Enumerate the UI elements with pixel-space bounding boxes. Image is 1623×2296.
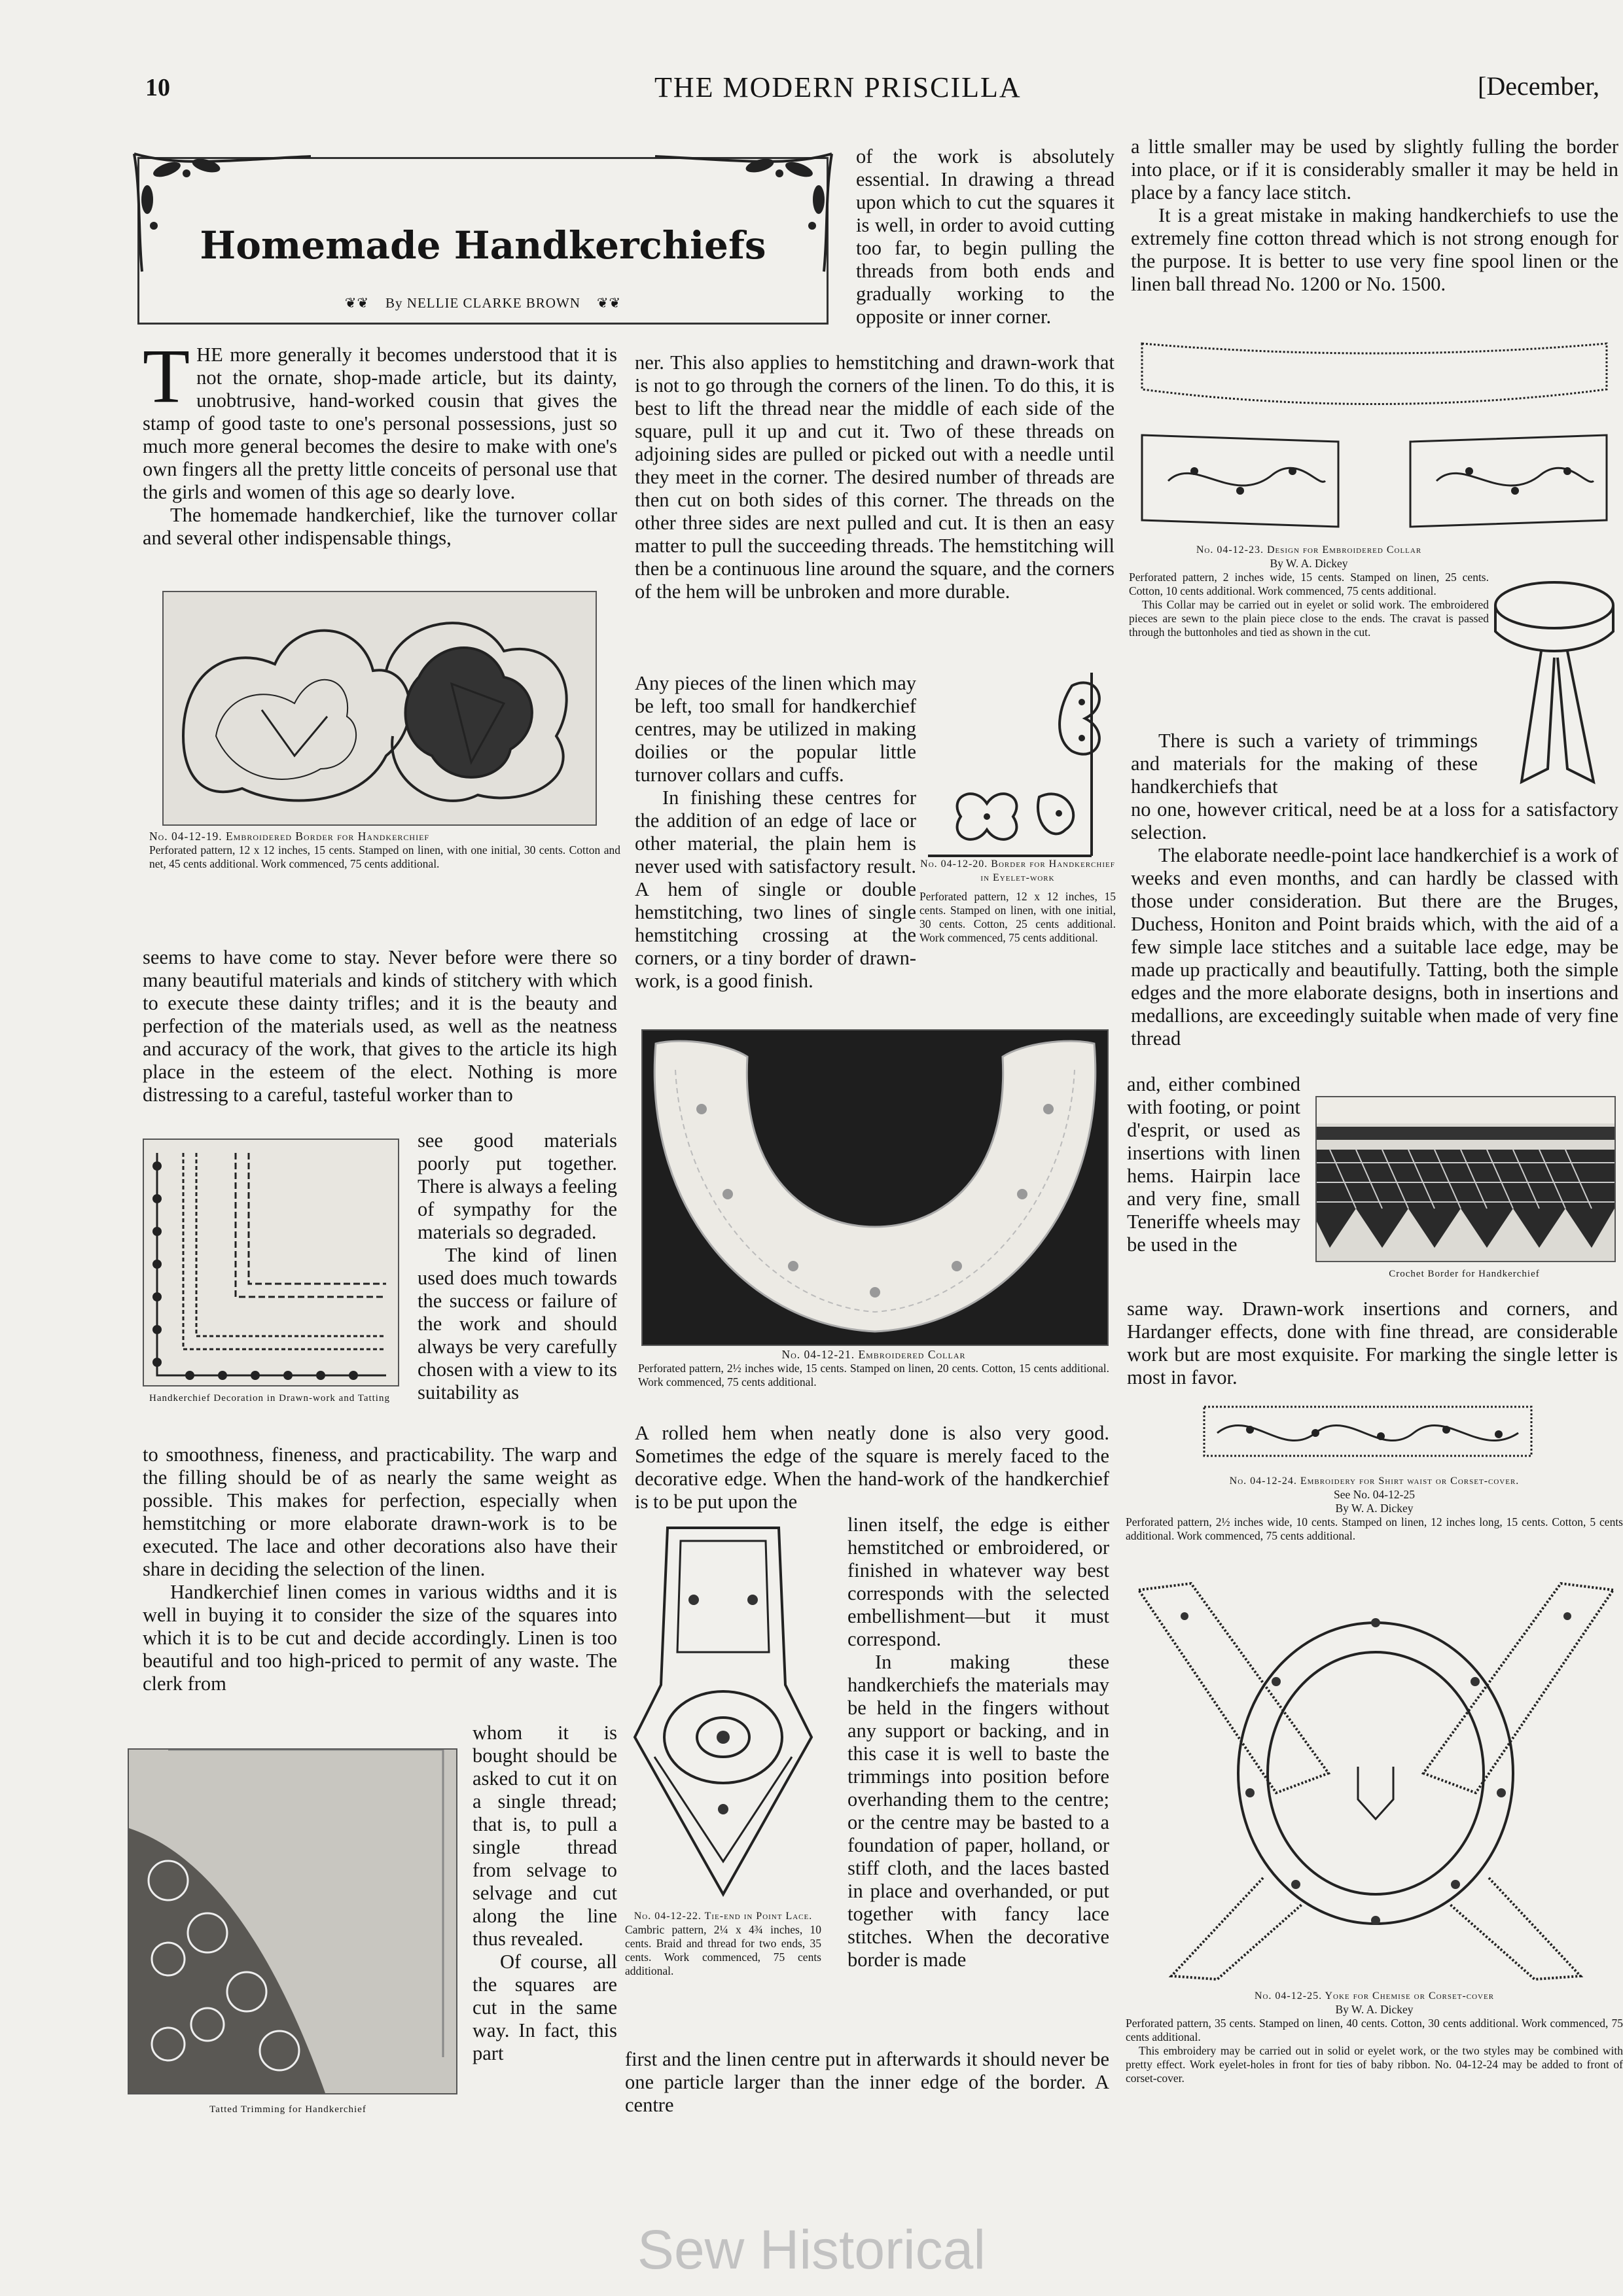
flourish-icon: ❦❦ — [344, 295, 370, 311]
drop-cap: T — [143, 333, 190, 419]
paragraph: In finishing these centres for the addition of an edge of lace or other material, the plain hem is never used with satisfactory result. A hem of single or double hemstitching, two lines of single hemstitching crossing at the corners, or a tiny border of drawn-work, is a good finish. — [635, 786, 916, 992]
fig1-image — [162, 591, 597, 826]
fig6-caption: No. 04-12-22. Tie-end in Point Lace. — [633, 1911, 813, 1922]
collar-cravat-image — [1482, 573, 1620, 788]
fig6-desc: Cambric pattern, 2¼ x 4¾ inches, 10 cents. Braid and thread for two ends, 35 cents. Work commenced, 75 cents additional. — [625, 1923, 821, 1977]
fig1-caption: No. 04-12-19. Embroidered Border for Handkerchief — [149, 830, 430, 843]
paragraph: to smoothness, fineness, and practicability. The warp and the filling should be of as nearly the same weight as possible. This makes for perfection, especially when hemstitching or more elaborate drawn-work is to be executed. The lace and other decorations also have their share in deciding the selection of the linen. — [143, 1443, 617, 1580]
paragraph: Handkerchief linen comes in various widths and it is well in buying it to consider the size of the squares into which it is to be cut and decide accordingly. Linen is too beautiful and too high-priced to permit of any waste. The clerk from — [143, 1581, 617, 1695]
paragraph: The homemade handkerchief, like the turnover collar and several other indispensable things, — [143, 504, 617, 549]
fig10-caption: No. 04-12-25. Yoke for Chemise or Corset-cover — [1254, 1990, 1495, 2002]
paragraph: Any pieces of the linen which may be left, too small for handkerchief centres, may be utilized in making doilies or the popular little turnover collars and cuffs. — [635, 672, 916, 786]
paragraph: first and the linen centre put in afterwards it should never be one particle larger than the inner edge of the border. A centre — [625, 2048, 1109, 2116]
fig10-note: This embroidery may be carried out in solid or eyelet work, or the two styles may be combined with pretty effect. Work eyelet-holes in front for ties of baby ribbon. No. 04-12-24 may be added to front of corset-cover. — [1126, 2044, 1623, 2085]
paragraph: see good materials poorly put together. There is always a feeling of sympathy for the materials so degraded. — [418, 1129, 617, 1243]
magazine-title: THE MODERN PRISCILLA — [654, 71, 1022, 103]
watermark: Sew Historical — [637, 2219, 986, 2280]
paragraph: The kind of linen used does much towards the success or failure of the work and should always be very carefully chosen with a view to its suitability as — [418, 1244, 617, 1404]
col3-top — [1131, 135, 1618, 296]
paragraph: and, either combined with footing, or point d'esprit, or used as insertions with linen hems. Hairpin lace and very fine, small Teneriffe wheels may be used in the — [1127, 1073, 1300, 1256]
fig5-caption: No. 04-12-21. Embroidered Collar — [781, 1348, 966, 1361]
fig9-see: See No. 04-12-25 — [1334, 1488, 1415, 1501]
fig2-caption: Handkerchief Decoration in Drawn-work and Tatting — [149, 1393, 390, 1404]
article-title: Homemade Handkerchiefs — [200, 223, 766, 268]
flourish-icon: ❦❦ — [596, 295, 622, 311]
fig3-caption: Tatted Trimming for Handkerchief — [209, 2104, 366, 2115]
col2-top — [856, 145, 1115, 328]
fig8-image — [1315, 1096, 1616, 1262]
col3-wrap2 — [1127, 1073, 1300, 1256]
fig1-desc: Perforated pattern, 12 x 12 inches, 15 cents. Stamped on linen, with one initial, 30 cents. Cotton and net, 45 cents additional. Work commenced, 75 cents additional. — [149, 843, 620, 870]
fig7-desc: Perforated pattern, 2 inches wide, 15 cents. Stamped on linen, 25 cents. Cotton, 10 cents additional. Work commenced, 75 cents additional. — [1129, 571, 1489, 597]
fig9-image — [1198, 1400, 1538, 1462]
fig6-image — [628, 1521, 818, 1901]
fig9-desc: Perforated pattern, 2½ inches wide, 10 cents. Stamped on linen, 12 inches long, 15 cents. Cotton, 5 cents additional. Work commenced, 75 cents additional. — [1126, 1515, 1623, 1542]
col1-body — [143, 946, 617, 1106]
fig7-caption: No. 04-12-23. Design for Embroidered Collar — [1196, 544, 1422, 556]
col2-body — [635, 351, 1115, 603]
paragraph: In making these handkerchiefs the materials may be held in the fingers without any support or backing, and in this case it is well to baste the trimmings into position before overhanding them to the centre; or the centre may be basted to a foundation of paper, holland, or stiff cloth, and the laces basted in place and overhanded, or put together with fancy lace stitches. When the decorative border is made — [847, 1651, 1109, 1971]
fig7-image — [1129, 330, 1620, 540]
fig2-image — [143, 1139, 399, 1386]
col2-wrap2 — [847, 1513, 1109, 1971]
fig5-image — [641, 1029, 1109, 1346]
col2-wrap1 — [635, 672, 916, 993]
paragraph: a little smaller may be used by slightly fulling the border into place, or if it is considerably smaller it may be held in place by a fancy lace stitch. — [1131, 135, 1618, 203]
paragraph: of the work is absolutely essential. In drawing a thread upon which to cut the squares it is well, in order to avoid cutting too far, to begin pulling the threads from both ends and gradually working to the opposite or inner corner. — [856, 145, 1115, 328]
paragraph: linen itself, the edge is either hemstitched or embroidered, or finished in whatever way best corresponds with the selected embellishment—but it must correspond. — [847, 1513, 1109, 1650]
col3-body — [1131, 798, 1618, 1050]
paragraph: Of course, all the squares are cut in the same way. In fact, this part — [473, 1951, 617, 2064]
col2-bottom — [625, 2048, 1109, 2117]
fig4-caption: No. 04-12-20. Border for Handkerchief in Eyelet-work — [920, 858, 1115, 883]
fig8-caption: Crochet Border for Handkerchief — [1389, 1269, 1540, 1279]
issue-date: [December, — [1478, 71, 1600, 101]
paragraph: HE more generally it becomes understood that it is not the ornate, shop-made article, but its dainty, unobtrusive, hand-worked cousin that gives the stamp of good taste to one's personal possessions, just so much more general becomes the desire to make with one's own fingers all the pretty little conceits of personal use that the girls and women of this age so dearly love. — [143, 344, 617, 503]
fig7-author: By W. A. Dickey — [1270, 557, 1348, 570]
fig5-desc: Perforated pattern, 2½ inches wide, 15 cents. Stamped on linen, 20 cents. Cotton, 15 cents additional. Work commenced, 75 cents additional. — [638, 1362, 1109, 1388]
title-box — [137, 157, 829, 325]
paragraph: There is such a variety of trimmings and materials for the making of these handkerchiefs that — [1131, 730, 1478, 798]
fig10-desc: Perforated pattern, 35 cents. Stamped on linen, 40 cents. Cotton, 30 cents additional. Work commenced, 75 cents additional. — [1126, 2017, 1623, 2043]
fig10-author: By W. A. Dickey — [1335, 2003, 1414, 2016]
fig3-image — [128, 1748, 457, 2094]
col3-body2 — [1127, 1298, 1618, 1389]
col2-body2 — [635, 1422, 1109, 1513]
fig9-author: By W. A. Dickey — [1335, 1502, 1414, 1515]
fig9-caption: No. 04-12-24. Embroidery for Shirt waist or Corset-cover. — [1229, 1475, 1520, 1487]
page-number: 10 — [145, 74, 170, 101]
paragraph: whom it is bought should be asked to cut it on a single thread; that is, to pull a single thread from selvage to selvage and cut along the line thus revealed. — [473, 1722, 617, 1950]
paragraph: seems to have come to stay. Never before were there so many beautiful materials and kinds of stitchery with which to execute these dainty trifles; and it is the beauty and perfection of the materials used, as well as the neatness and accuracy of the work, that gives to the article its high place in the esteem of the elect. Nothing is more distressing to a careful, tasteful worker than to — [143, 946, 617, 1106]
fig4-desc: Perforated pattern, 12 x 12 inches, 15 cents. Stamped on linen, with one initial, 30 cents. Cotton, 25 cents additional. Work commenced, 75 cents additional. — [919, 890, 1116, 944]
byline: By NELLIE CLARKE BROWN — [385, 295, 580, 311]
col1-wrap2 — [473, 1722, 617, 2065]
col1-body2 — [143, 1443, 617, 1695]
fig7-note: This Collar may be carried out in eyelet or solid work. The embroidered pieces are sewn to the plain piece close to the ends. The cravat is passed through the buttonholes and tied as shown in the cut. — [1129, 598, 1489, 639]
fig4-image — [921, 666, 1115, 862]
col1-intro — [143, 333, 617, 550]
paragraph: ner. This also applies to hemstitching and drawn-work that is not to go through the corners of the linen. To do this, it is best to lift the thread near the middle of each side of the square, pull it up and cut it. Two of these threads on adjoining sides are pulled or picked out with a needle until they meet in the corner. The desired number of threads are then cut on both sides of this corner. The threads on the other three sides are next pulled and cut. It is then an easy matter to pull the succeeding threads. The hemstitching will then be a continuous line around the square, and the corners of the hem will be unbroken and more durable. — [635, 351, 1115, 603]
paragraph: A rolled hem when neatly done is also very good. Sometimes the edge of the square is merely faced to the decorative edge. When the hand-work of the handkerchief is to be put upon the — [635, 1422, 1109, 1513]
fig10-image — [1132, 1577, 1620, 1983]
col3-wrap1 — [1131, 730, 1478, 798]
paragraph: It is a great mistake in making handkerchiefs to use the extremely fine cotton thread which is not strong enough for the purpose. It is better to use very fine spool linen or the linen ball thread No. 1200 or No. 1500. — [1131, 204, 1618, 295]
paragraph: same way. Drawn-work insertions and corners, and Hardanger effects, done with fine thread, are considerable work but are most exquisite. For marking the single letter is most in favor. — [1127, 1298, 1618, 1388]
paragraph: no one, however critical, need be at a loss for a satisfactory selection. — [1131, 798, 1618, 843]
col1-wrap1 — [418, 1129, 617, 1404]
paragraph: The elaborate needle-point lace handkerchief is a work of weeks and even months, and can hardly be classed with those under consideration. But there are the Bruges, Duchess, Honiton and Point braids which, with the aid of a few simple lace stitches and a suitable lace edge, may be made up practically and beautifully. Tatting, both the simple edges and the more elaborate designs, both in insertions and medallions, are exceedingly suitable when made of very fine thread — [1131, 844, 1618, 1050]
